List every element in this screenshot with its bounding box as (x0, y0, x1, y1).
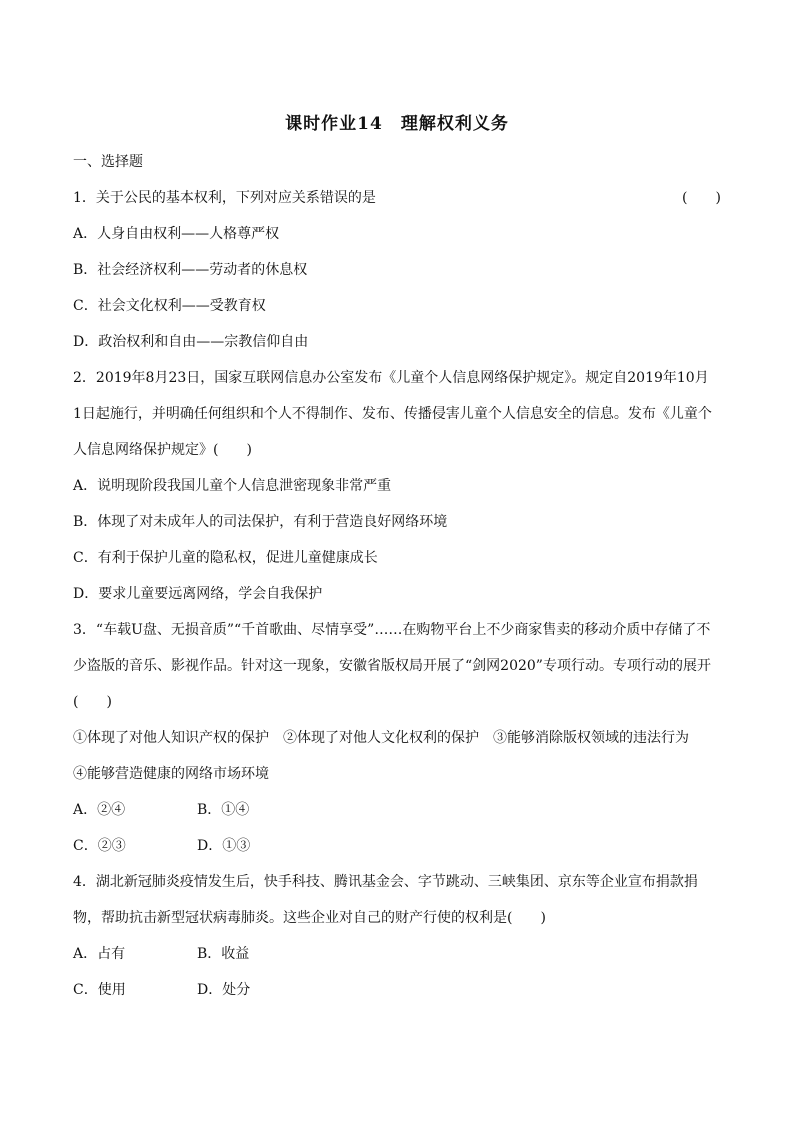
question-3-option-c: C．②③ (73, 838, 126, 854)
question-1-option-c: C．社会文化权利——受教育权 (73, 298, 266, 314)
question-3-line-2: 少盗版的音乐、影视作品。针对这一现象，安徽省版权局开展了“剑网2020”专项行动。专项行动的展开 (73, 658, 711, 674)
question-2-option-a: A．说明现阶段我国儿童个人信息泄密现象非常严重 (73, 478, 392, 494)
question-3-line-1: 3．“车载U盘、无损音质”“千首歌曲、尽情享受”……在购物平台上不少商家售卖的移动介质中存储了不 (73, 622, 711, 638)
question-2-option-d: D．要求儿童要远离网络，学会自我保护 (73, 586, 323, 602)
question-2-option-b: B．体现了对未成年人的司法保护，有利于营造良好网络环境 (73, 514, 448, 530)
question-3-line-3: ( ) (73, 694, 112, 710)
question-4-line-2: 物，帮助抗击新型冠状病毒肺炎。这些企业对自己的财产行使的权利是( ) (73, 910, 546, 926)
question-1-answer-paren: ( ) (682, 190, 721, 206)
question-3-statement-1: ①体现了对他人知识产权的保护 ②体现了对他人文化权利的保护 ③能够消除版权领域的违法行为 (73, 730, 689, 746)
question-1-option-b: B．社会经济权利——劳动者的休息权 (73, 262, 308, 278)
question-1-option-d: D．政治权利和自由——宗教信仰自由 (73, 334, 309, 350)
question-3-option-a: A．②④ (73, 802, 126, 818)
question-4-line-1: 4．湖北新冠肺炎疫情发生后，快手科技、腾讯基金会、字节跳动、三峡集团、京东等企业宣布捐款捐 (73, 874, 698, 890)
question-1-stem: 1．关于公民的基本权利，下列对应关系错误的是 (73, 190, 376, 206)
question-2-line-1: 2．2019年8月23日，国家互联网信息办公室发布《儿童个人信息网络保护规定》。规定自2019年10月 (73, 370, 709, 386)
question-2-line-3: 人信息网络保护规定》( ) (73, 442, 252, 458)
question-4-option-c: C．使用 (73, 982, 126, 998)
question-2-option-c: C．有利于保护儿童的隐私权，促进儿童健康成长 (73, 550, 378, 566)
question-3-option-b: B．①④ (197, 802, 250, 818)
question-4-option-d: D．处分 (197, 982, 251, 998)
question-3-option-d: D．①③ (197, 838, 251, 854)
question-2-line-2: 1日起施行，并明确任何组织和个人不得制作、发布、传播侵害儿童个人信息安全的信息。发布《儿童个 (73, 406, 712, 422)
question-4-option-b: B．收益 (197, 946, 250, 962)
question-4-option-a: A．占有 (73, 946, 126, 962)
question-3-statement-2: ④能够营造健康的网络市场环境 (73, 766, 269, 782)
page-title: 课时作业14 理解权利义务 (285, 114, 509, 134)
section-heading: 一、选择题 (73, 154, 143, 170)
question-1-option-a: A．人身自由权利——人格尊严权 (73, 226, 280, 242)
